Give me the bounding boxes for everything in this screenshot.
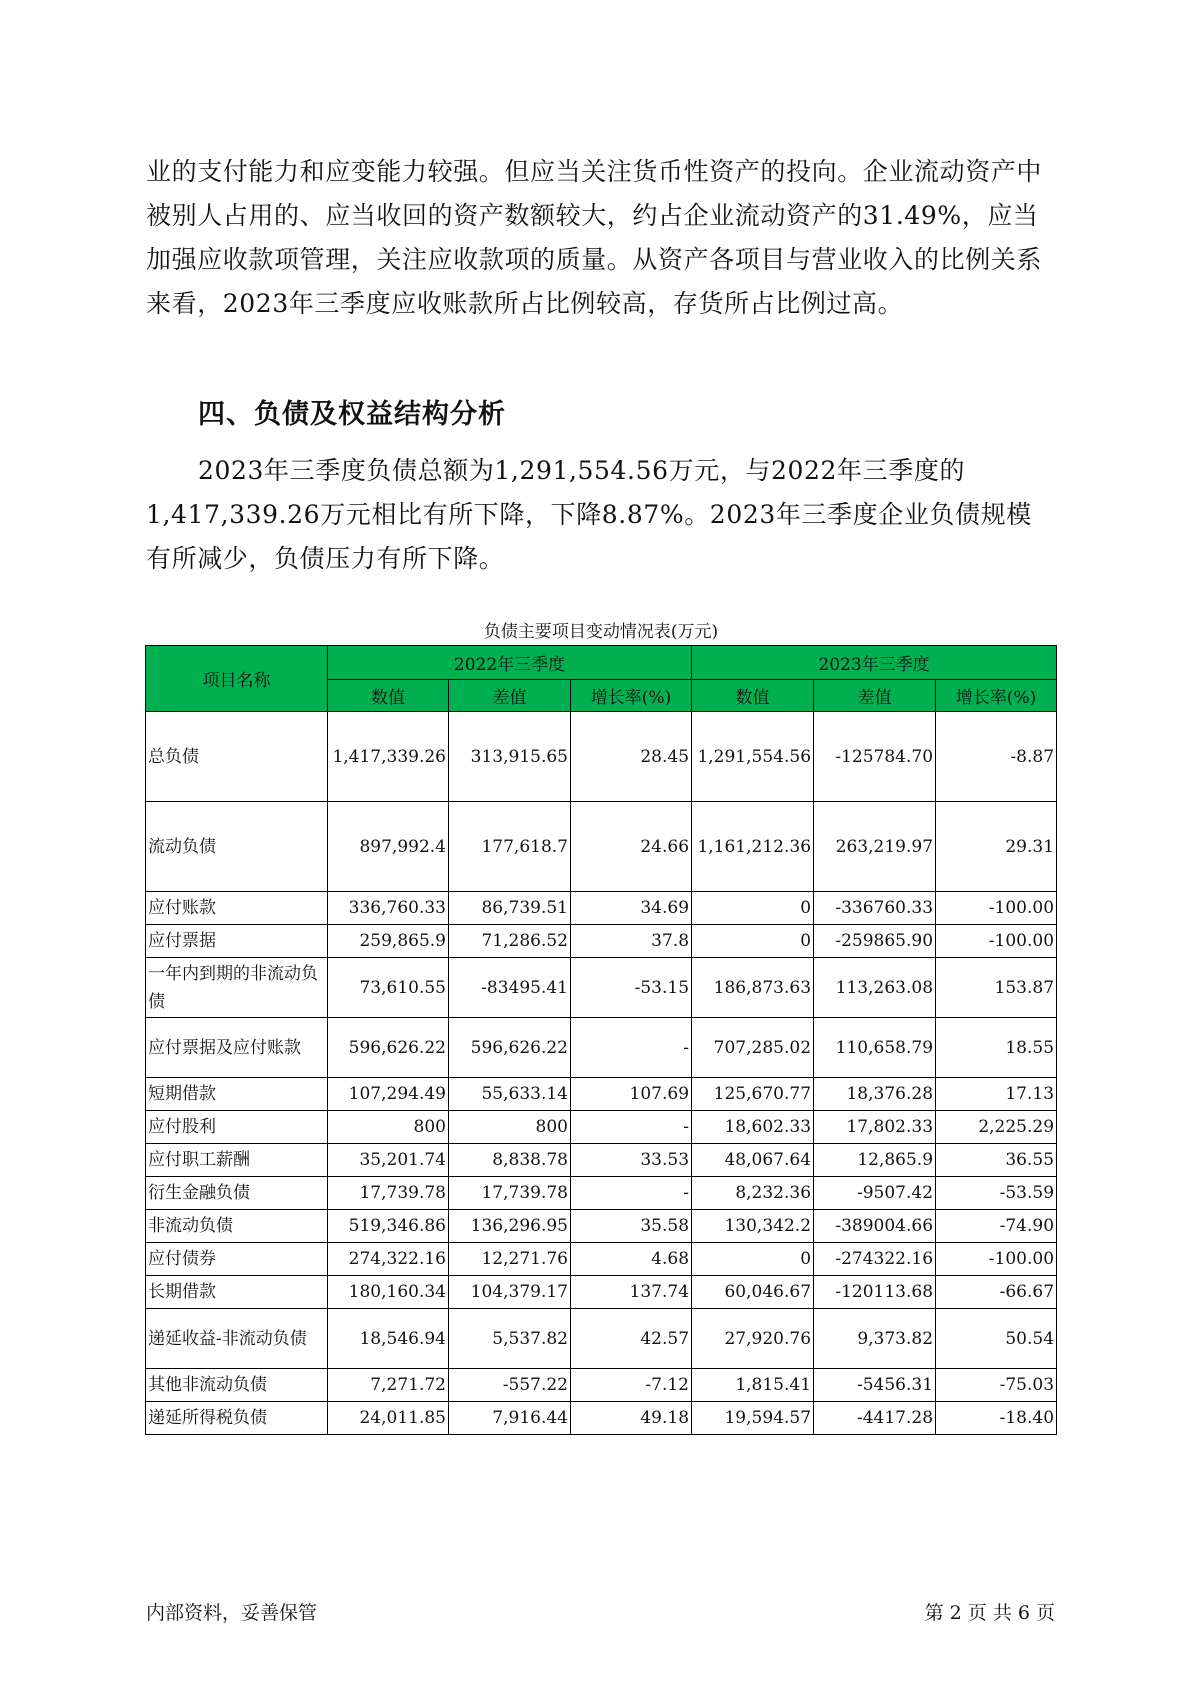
row-cell: 17.13 <box>936 1078 1057 1111</box>
row-cell: 259,865.9 <box>328 925 449 958</box>
row-cell: 12,865.9 <box>814 1144 936 1177</box>
row-cell: 33.53 <box>571 1144 692 1177</box>
row-item-name: 递延收益-非流动负债 <box>146 1309 328 1369</box>
row-cell: -557.22 <box>449 1369 571 1402</box>
row-cell: 18,376.28 <box>814 1078 936 1111</box>
row-cell: 35.58 <box>571 1210 692 1243</box>
row-cell: - <box>571 1018 692 1078</box>
header-item-name: 项目名称 <box>146 646 328 712</box>
row-cell: 4.68 <box>571 1243 692 1276</box>
row-cell: 336,760.33 <box>328 892 449 925</box>
row-cell: 7,916.44 <box>449 1402 571 1435</box>
row-cell: -83495.41 <box>449 958 571 1018</box>
row-cell: -74.90 <box>936 1210 1057 1243</box>
row-cell: 49.18 <box>571 1402 692 1435</box>
row-cell: 19,594.57 <box>692 1402 814 1435</box>
row-item-name: 应付债券 <box>146 1243 328 1276</box>
table-row <box>146 1018 1057 1078</box>
row-cell: -75.03 <box>936 1369 1057 1402</box>
subheader-value-2023: 数值 <box>692 680 814 712</box>
liability-table <box>145 645 1057 1435</box>
table-row <box>146 1111 1057 1144</box>
table-row <box>146 958 1057 1018</box>
row-item-name: 非流动负债 <box>146 1210 328 1243</box>
subheader-growth-2022: 增长率(%) <box>571 680 692 712</box>
row-cell: 104,379.17 <box>449 1276 571 1309</box>
row-cell: 8,838.78 <box>449 1144 571 1177</box>
row-cell: 17,739.78 <box>328 1177 449 1210</box>
row-item-name: 应付职工薪酬 <box>146 1144 328 1177</box>
row-cell: 186,873.63 <box>692 958 814 1018</box>
row-cell: 130,342.2 <box>692 1210 814 1243</box>
row-cell: -389004.66 <box>814 1210 936 1243</box>
row-item-name: 流动负债 <box>146 802 328 892</box>
table-row <box>146 802 1057 892</box>
table-caption: 负债主要项目变动情况表(万元) <box>483 622 719 642</box>
table-row <box>146 712 1057 802</box>
table-row <box>146 892 1057 925</box>
row-item-name: 一年内到期的非流动负债 <box>146 958 328 1018</box>
row-cell: 18,546.94 <box>328 1309 449 1369</box>
row-cell: 897,992.4 <box>328 802 449 892</box>
row-cell: 7,271.72 <box>328 1369 449 1402</box>
row-cell: 177,618.7 <box>449 802 571 892</box>
row-cell: -100.00 <box>936 892 1057 925</box>
row-cell: -66.67 <box>936 1276 1057 1309</box>
row-cell: 86,739.51 <box>449 892 571 925</box>
table-row <box>146 1078 1057 1111</box>
row-cell: -9507.42 <box>814 1177 936 1210</box>
row-cell: -5456.31 <box>814 1369 936 1402</box>
row-cell: 29.31 <box>936 802 1057 892</box>
table-row <box>146 1177 1057 1210</box>
table-row <box>146 1210 1057 1243</box>
row-item-name: 应付账款 <box>146 892 328 925</box>
row-cell: 18,602.33 <box>692 1111 814 1144</box>
row-cell: 28.45 <box>571 712 692 802</box>
row-cell: 55,633.14 <box>449 1078 571 1111</box>
table-row <box>146 1309 1057 1369</box>
row-item-name: 递延所得税负债 <box>146 1402 328 1435</box>
row-cell: 18.55 <box>936 1018 1057 1078</box>
row-cell: - <box>571 1111 692 1144</box>
row-item-name: 总负债 <box>146 712 328 802</box>
table-row <box>146 925 1057 958</box>
row-cell: 9,373.82 <box>814 1309 936 1369</box>
row-cell: 136,296.95 <box>449 1210 571 1243</box>
row-cell: -8.87 <box>936 712 1057 802</box>
row-cell: 12,271.76 <box>449 1243 571 1276</box>
row-cell: 1,815.41 <box>692 1369 814 1402</box>
row-cell: -125784.70 <box>814 712 936 802</box>
row-cell: 1,417,339.26 <box>328 712 449 802</box>
row-cell: -120113.68 <box>814 1276 936 1309</box>
row-cell: 24,011.85 <box>328 1402 449 1435</box>
row-cell: -336760.33 <box>814 892 936 925</box>
row-cell: 17,739.78 <box>449 1177 571 1210</box>
row-cell: 107.69 <box>571 1078 692 1111</box>
row-cell: -53.59 <box>936 1177 1057 1210</box>
subheader-growth-2023: 增长率(%) <box>936 680 1057 712</box>
row-cell: 153.87 <box>936 958 1057 1018</box>
section-heading: 四、负债及权益结构分析 <box>198 399 506 430</box>
row-cell: 0 <box>692 925 814 958</box>
row-cell: -4417.28 <box>814 1402 936 1435</box>
row-item-name: 其他非流动负债 <box>146 1369 328 1402</box>
row-item-name: 短期借款 <box>146 1078 328 1111</box>
row-item-name: 应付票据及应付账款 <box>146 1018 328 1078</box>
subheader-value-2022: 数值 <box>328 680 449 712</box>
row-cell: -18.40 <box>936 1402 1057 1435</box>
row-cell: 125,670.77 <box>692 1078 814 1111</box>
footer-confidential-note: 内部资料，妥善保管 <box>146 1602 318 1624</box>
row-cell: -53.15 <box>571 958 692 1018</box>
row-cell: -100.00 <box>936 925 1057 958</box>
row-cell: 0 <box>692 1243 814 1276</box>
row-cell: 71,286.52 <box>449 925 571 958</box>
row-cell: 596,626.22 <box>328 1018 449 1078</box>
row-cell: 1,161,212.36 <box>692 802 814 892</box>
row-cell: 110,658.79 <box>814 1018 936 1078</box>
row-item-name: 应付票据 <box>146 925 328 958</box>
row-cell: -274322.16 <box>814 1243 936 1276</box>
paragraph-liability-summary: 2023年三季度负债总额为1,291,554.56万元，与2022年三季度的1,417,339.26万元相比有所下降，下降8.87%。2023年三季度企业负债规模有所减少，负债压力有所下降。 <box>146 456 1032 573</box>
row-cell: 60,046.67 <box>692 1276 814 1309</box>
row-cell: 800 <box>328 1111 449 1144</box>
row-cell: 800 <box>449 1111 571 1144</box>
row-cell: 35,201.74 <box>328 1144 449 1177</box>
table-row <box>146 1243 1057 1276</box>
row-cell: 274,322.16 <box>328 1243 449 1276</box>
row-cell: 17,802.33 <box>814 1111 936 1144</box>
header-period-2022: 2022年三季度 <box>328 646 692 680</box>
subheader-diff-2022: 差值 <box>449 680 571 712</box>
row-cell: 107,294.49 <box>328 1078 449 1111</box>
row-item-name: 衍生金融负债 <box>146 1177 328 1210</box>
row-cell: -100.00 <box>936 1243 1057 1276</box>
row-cell: - <box>571 1177 692 1210</box>
row-cell: 0 <box>692 892 814 925</box>
row-cell: 596,626.22 <box>449 1018 571 1078</box>
row-cell: 519,346.86 <box>328 1210 449 1243</box>
row-cell: 36.55 <box>936 1144 1057 1177</box>
table-row <box>146 1402 1057 1435</box>
subheader-diff-2023: 差值 <box>814 680 936 712</box>
row-cell: 73,610.55 <box>328 958 449 1018</box>
row-cell: 37.8 <box>571 925 692 958</box>
row-cell: 137.74 <box>571 1276 692 1309</box>
row-cell: 5,537.82 <box>449 1309 571 1369</box>
row-cell: 24.66 <box>571 802 692 892</box>
table-row <box>146 1144 1057 1177</box>
row-item-name: 长期借款 <box>146 1276 328 1309</box>
footer-page-number: 第 2 页 共 6 页 <box>924 1602 1055 1624</box>
row-cell: -259865.90 <box>814 925 936 958</box>
row-item-name: 应付股利 <box>146 1111 328 1144</box>
row-cell: 48,067.64 <box>692 1144 814 1177</box>
paragraph-asset-analysis: 业的支付能力和应变能力较强。但应当关注货币性资产的投向。企业流动资产中被别人占用的、应当收回的资产数额较大，约占企业流动资产的31.49%，应当加强应收款项管理，关注应收款项的质量。从资产各项目与营业收入的比例关系来看，2023年三季度应收账款所占比例较高，存货所占比例过高。 <box>146 157 1043 318</box>
row-cell: 27,920.76 <box>692 1309 814 1369</box>
row-cell: 50.54 <box>936 1309 1057 1369</box>
row-cell: 707,285.02 <box>692 1018 814 1078</box>
row-cell: 2,225.29 <box>936 1111 1057 1144</box>
row-cell: 313,915.65 <box>449 712 571 802</box>
header-period-2023: 2023年三季度 <box>692 646 1057 680</box>
table-row <box>146 1369 1057 1402</box>
row-cell: 1,291,554.56 <box>692 712 814 802</box>
table-row <box>146 1276 1057 1309</box>
row-cell: 8,232.36 <box>692 1177 814 1210</box>
row-cell: 263,219.97 <box>814 802 936 892</box>
row-cell: -7.12 <box>571 1369 692 1402</box>
row-cell: 180,160.34 <box>328 1276 449 1309</box>
row-cell: 42.57 <box>571 1309 692 1369</box>
row-cell: 34.69 <box>571 892 692 925</box>
row-cell: 113,263.08 <box>814 958 936 1018</box>
